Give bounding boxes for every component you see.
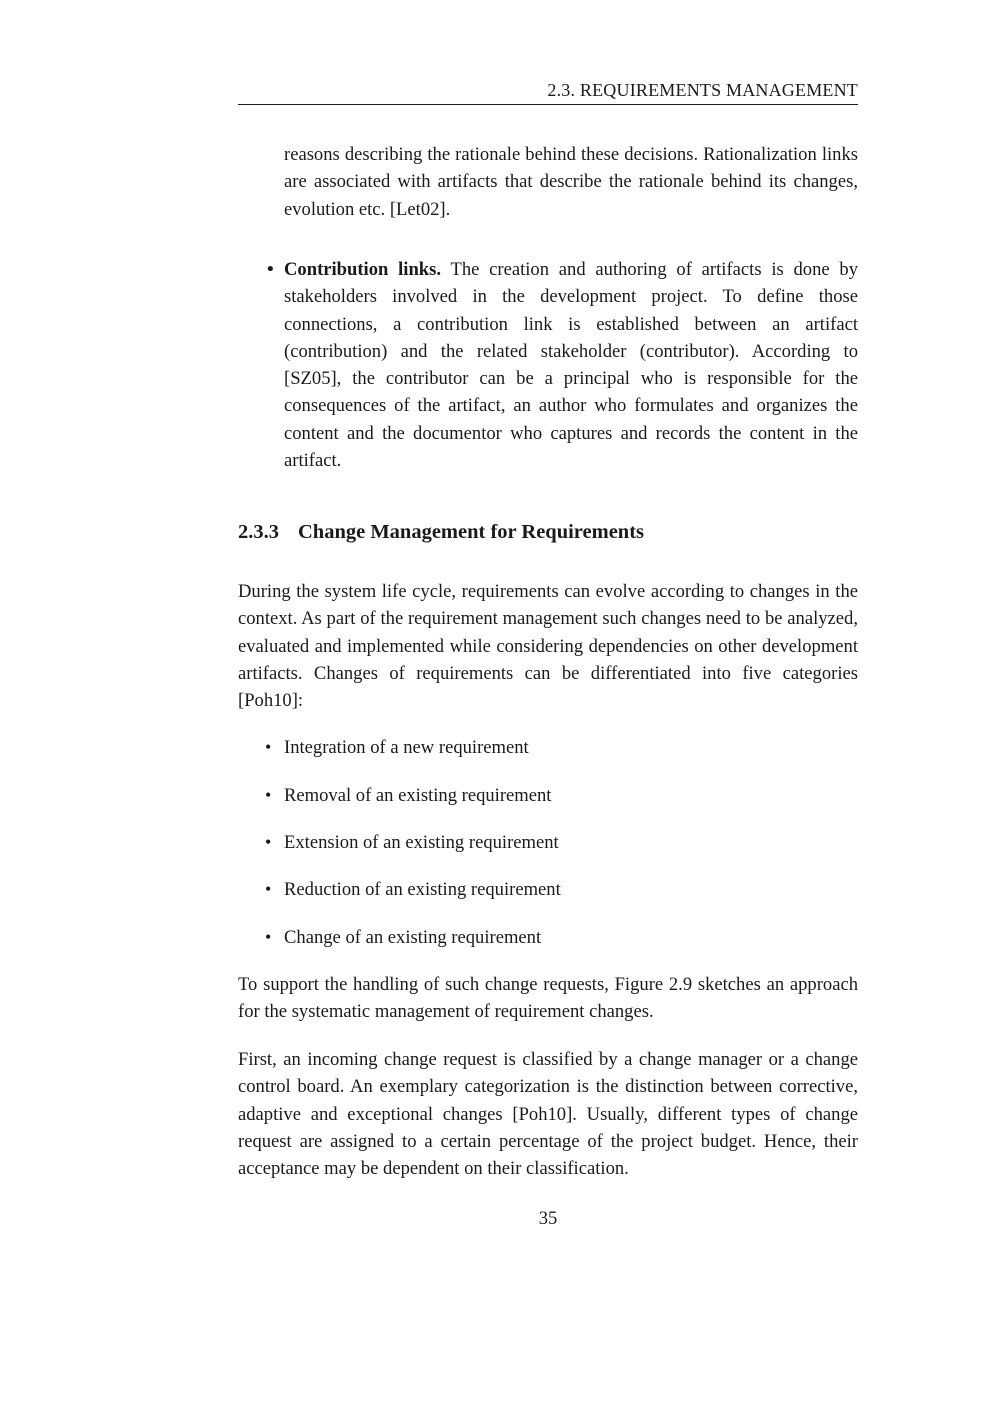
first-paragraph: First, an incoming change request is classified by a change manager or a change control board. An exemplary categorization is the distinction between corrective, adaptive and exceptional changes [Poh10]. Usually, different types of change request are assigned to a certain percentage of the project budget. Hence, their acceptance may be dependent on their classification.: [238, 1049, 858, 1180]
list-item: [265, 782, 858, 809]
bullet-icon: •: [265, 832, 272, 852]
list-item-label: Removal of an existing requirement: [284, 785, 552, 806]
contribution-bullet: [265, 256, 858, 474]
list-item: [265, 829, 858, 856]
bullet-icon: •: [265, 879, 272, 899]
bullet-icon: •: [265, 737, 272, 757]
contribution-text: The creation and authoring of artifacts is done by stakeholders involved in the development project. To define those connections, a contribution link is established between an artifact (contribution) and the related stakeholder (contributor). According to [SZ05], the contributor can be a principal who is responsible for the consequences of the artifact, an author who formulates and organizes the content and the documentor who captures and records the content in the artifact.: [284, 259, 858, 472]
continuation-paragraph: reasons describing the rationale behind these decisions. Rationalization links are associated with artifacts that describe the rationale behind its changes, evolution etc. [Let02].: [284, 144, 858, 220]
list-item-label: Change of an existing requirement: [284, 927, 542, 948]
section-heading: [238, 518, 858, 546]
page-number: 35: [538, 1208, 558, 1229]
running-header: 2.3. REQUIREMENTS MANAGEMENT: [238, 78, 858, 105]
contribution-lead: Contribution links.: [284, 259, 442, 280]
list-item: [265, 924, 858, 951]
bullet-icon: •: [265, 927, 272, 947]
list-item-label: Integration of a new requirement: [284, 737, 529, 758]
bullet-icon: •: [265, 785, 272, 805]
support-paragraph: To support the handling of such change requests, Figure 2.9 sketches an approach for the systematic management of requirement changes.: [238, 974, 858, 1023]
bullet-icon: •: [265, 259, 276, 280]
list-item-label: Extension of an existing requirement: [284, 832, 559, 853]
document-page: [238, 0, 858, 1414]
intro-paragraph: During the system life cycle, requirements can evolve according to changes in the context. As part of the requirement management such changes need to be analyzed, evaluated and implemented while considering dependencies on other development artifacts. Changes of requirements can be differentiated into five categories [Poh10]:: [238, 581, 858, 712]
list-item: [265, 876, 858, 903]
section-number: 2.3.3: [238, 521, 279, 543]
list-item: [265, 734, 858, 761]
list-item-label: Reduction of an existing requirement: [284, 879, 561, 900]
contribution-paragraph: [284, 256, 858, 474]
section-title: Change Management for Requirements: [298, 521, 644, 543]
